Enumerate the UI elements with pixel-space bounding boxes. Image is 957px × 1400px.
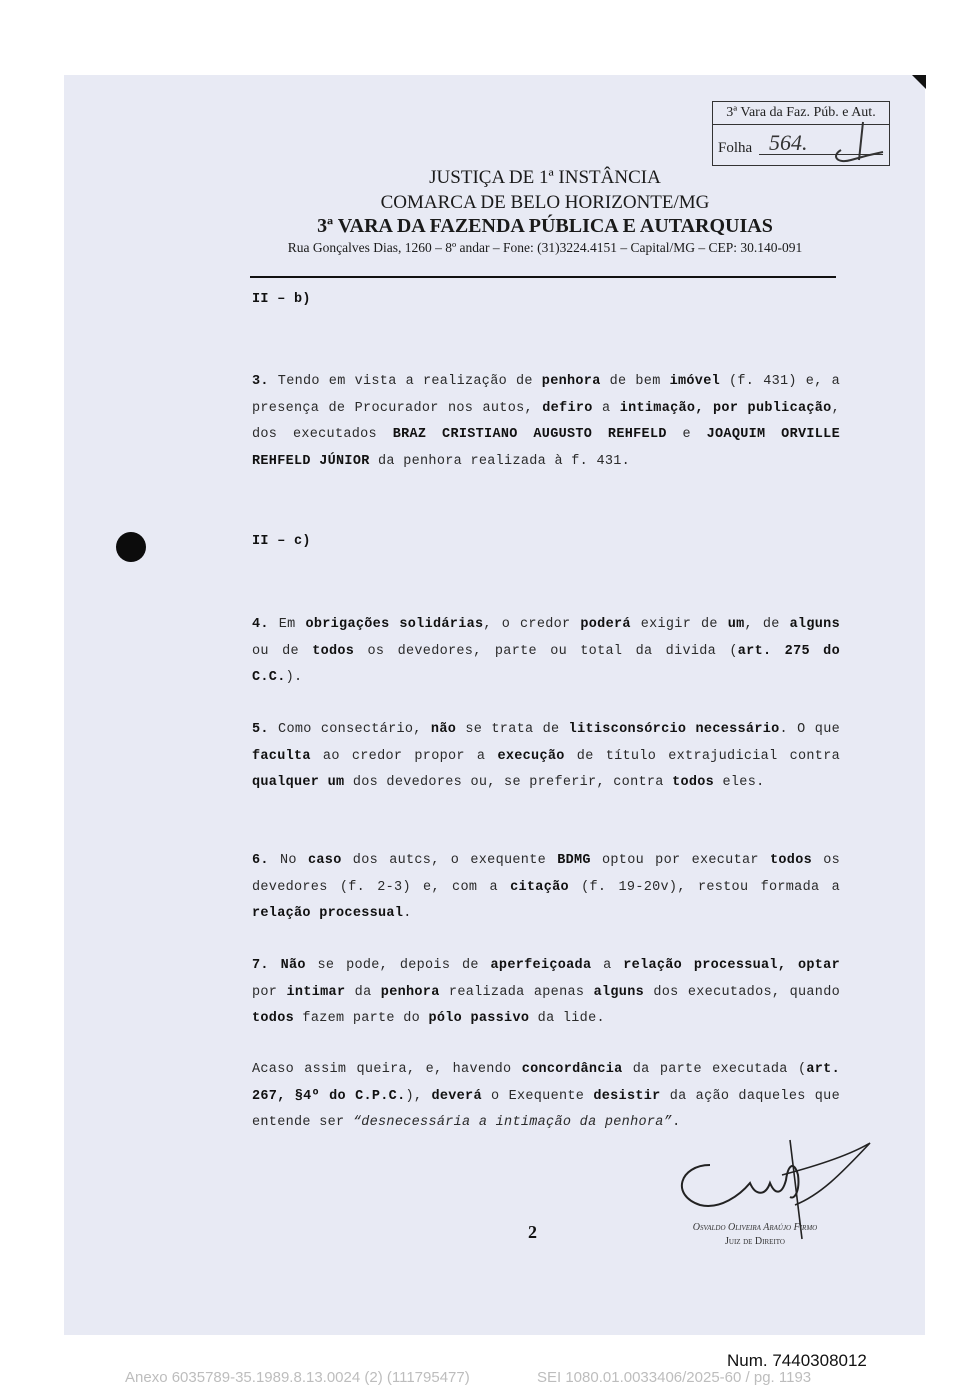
corner-mark	[912, 75, 926, 89]
paragraph-4: 4. Em obrigações solidárias, o credor poderá exigir de um, de alguns ou de todos os devedores, parte ou total da divida (art. 275 do C.C.).	[252, 617, 840, 685]
header-rule	[250, 276, 836, 278]
judge-title: Juiz de Direito	[725, 1236, 785, 1247]
judge-name: Osvaldo Oliveira Araújo Firmo	[692, 1222, 818, 1233]
stamp-folha-number: 564.	[769, 130, 808, 155]
section-heading-2c: II – c)	[252, 534, 311, 549]
paragraph-3: 3. Tendo em vista a realização de penhora de bem imóvel (f. 431) e, a presença de Procurador nos autos, defiro a intimação, por publicação, dos executados BRAZ CRISTIANO AUGUSTO REHFELD e JOAQUIM ORVILLE REHFELD JÚNIOR da penhora realizada à f. 431.	[252, 374, 840, 469]
paragraph-7: 7. Não se pode, depois de aperfeiçoada a relação processual, optar por intimar da penhora realizada apenas alguns dos executados, quando todos fazem parte do pólo passivo da lide.	[252, 958, 841, 1026]
document-id: Num. 7440308012	[727, 1351, 867, 1370]
page-number: 2	[528, 1222, 537, 1242]
folha-stamp	[712, 101, 890, 166]
section-heading-2b: II – b)	[252, 292, 311, 307]
stamp-initials-scribble	[823, 116, 885, 164]
stamp-title: 3ª Vara da Faz. Púb. e Aut.	[713, 102, 889, 125]
paragraph-8: Acaso assim queira, e, havendo concordância da parte executada (art. 267, §4º do C.P.C.), deverá o Exequente desistir da ação daqueles que entende ser “desnecessária a intimação da penhora”.	[252, 1062, 840, 1130]
stamp-folha-label: Folha	[718, 140, 753, 156]
punch-hole	[116, 532, 146, 562]
header-court-instance: JUSTIÇA DE 1ª INSTÂNCIA	[429, 167, 661, 188]
header-address: Rua Gonçalves Dias, 1260 – 8º andar – Fone: (31)3224.4151 – Capital/MG – CEP: 30.140-091	[287, 240, 803, 255]
paragraph-5: 5. Como consectário, não se trata de litisconsórcio necessário. O que faculta ao credor propor a execução de título extrajudicial contra qualquer um dos devedores ou, se preferir, contra todos eles.	[252, 722, 840, 790]
header-comarca: COMARCA DE BELO HORIZONTE/MG	[380, 192, 710, 213]
footer-sei-reference: SEI 1080.01.0033406/2025-60 / pg. 1193	[537, 1369, 812, 1386]
header-vara: 3ª VARA DA FAZENDA PÚBLICA E AUTARQUIAS	[317, 215, 773, 237]
footer-annex: Anexo 6035789-35.1989.8.13.0024 (2) (111795477)	[125, 1369, 470, 1386]
paragraph-6: 6. No caso dos autcs, o exequente BDMG optou por executar todos os devedores (f. 2-3) e, com a citação (f. 19-20v), restou formada a relação processual.	[252, 853, 840, 921]
